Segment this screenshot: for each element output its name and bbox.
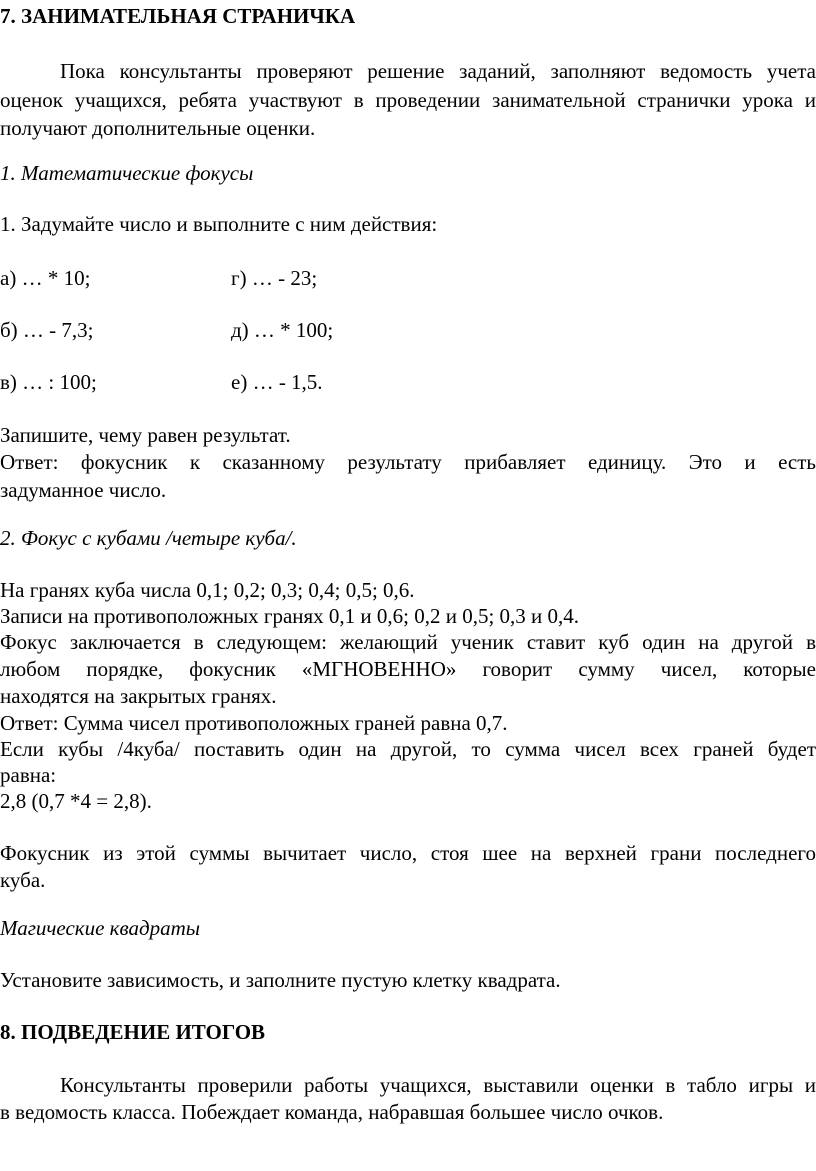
action-g: г) … - 23; xyxy=(231,266,318,290)
task-1: 1. Задумайте число и выполните с ним действия: xyxy=(0,212,438,236)
cubes-line-8: равна: xyxy=(0,763,57,787)
subtract-line-2: куба. xyxy=(0,868,46,892)
action-b: б) … - 7,3; xyxy=(0,318,94,342)
action-a: а) … * 10; xyxy=(0,266,91,290)
action-e: е) … - 1,5. xyxy=(231,370,323,394)
cubes-answer: Ответ: Сумма чисел противоположных граней равна 0,7. xyxy=(0,711,508,735)
section7-heading: 7. ЗАНИМАТЕЛЬНАЯ СТРАНИЧКА xyxy=(0,4,356,28)
answer-1-line-1: Ответ: фокусник к сказанному результату прибавляет единицу. Это и есть xyxy=(0,450,816,474)
cubes-line-2: Записи на противоположных гранях 0,1 и 0,6; 0,2 и 0,5; 0,3 и 0,4. xyxy=(0,604,580,628)
intro-line-1: Пока консультанты проверяют решение заданий, заполняют ведомость учета xyxy=(60,59,816,83)
section8-heading: 8. ПОДВЕДЕНИЕ ИТОГОВ xyxy=(0,1020,266,1044)
answer-1-line-2: задуманное число. xyxy=(0,478,167,502)
subtract-line-1: Фокусник из этой суммы вычитает число, стоя шее на верхней грани последнего xyxy=(0,841,816,865)
cubes-line-5: находятся на закрытых гранях. xyxy=(0,684,277,708)
cubes-line-9: 2,8 (0,7 *4 = 2,8). xyxy=(0,789,152,813)
cubes-line-3: Фокус заключается в следующем: желающий ученик ставит куб один на другой в xyxy=(0,630,816,654)
intro-line-2: оценок учащихся, ребята участвуют в проведении занимательной странички урока и xyxy=(0,88,816,112)
cube-trick-heading: 2. Фокус с кубами /четыре куба/. xyxy=(0,526,297,550)
action-d: д) … * 100; xyxy=(231,318,334,342)
cubes-line-7: Если кубы /4куба/ поставить один на другой, то сумма чисел всех граней будет xyxy=(0,737,816,761)
section8-line-1: Консультанты проверили работы учащихся, выставили оценки в табло игры и xyxy=(60,1073,816,1097)
write-result: Запишите, чему равен результат. xyxy=(0,423,291,447)
math-tricks-heading: 1. Математические фокусы xyxy=(0,161,254,185)
action-v: в) … : 100; xyxy=(0,370,97,394)
magic-squares-task: Установите зависимость, и заполните пустую клетку квадрата. xyxy=(0,968,561,992)
section8-line-2: в ведомость класса. Побеждает команда, набравшая большее число очков. xyxy=(0,1100,664,1124)
magic-squares-heading: Магические квадраты xyxy=(0,916,200,940)
intro-line-3: получают дополнительные оценки. xyxy=(0,116,316,140)
cubes-line-4: любом порядке, фокусник «МГНОВЕННО» говорит сумму чисел, которые xyxy=(0,657,816,681)
cubes-line-1: На гранях куба числа 0,1; 0,2; 0,3; 0,4; 0,5; 0,6. xyxy=(0,578,415,602)
